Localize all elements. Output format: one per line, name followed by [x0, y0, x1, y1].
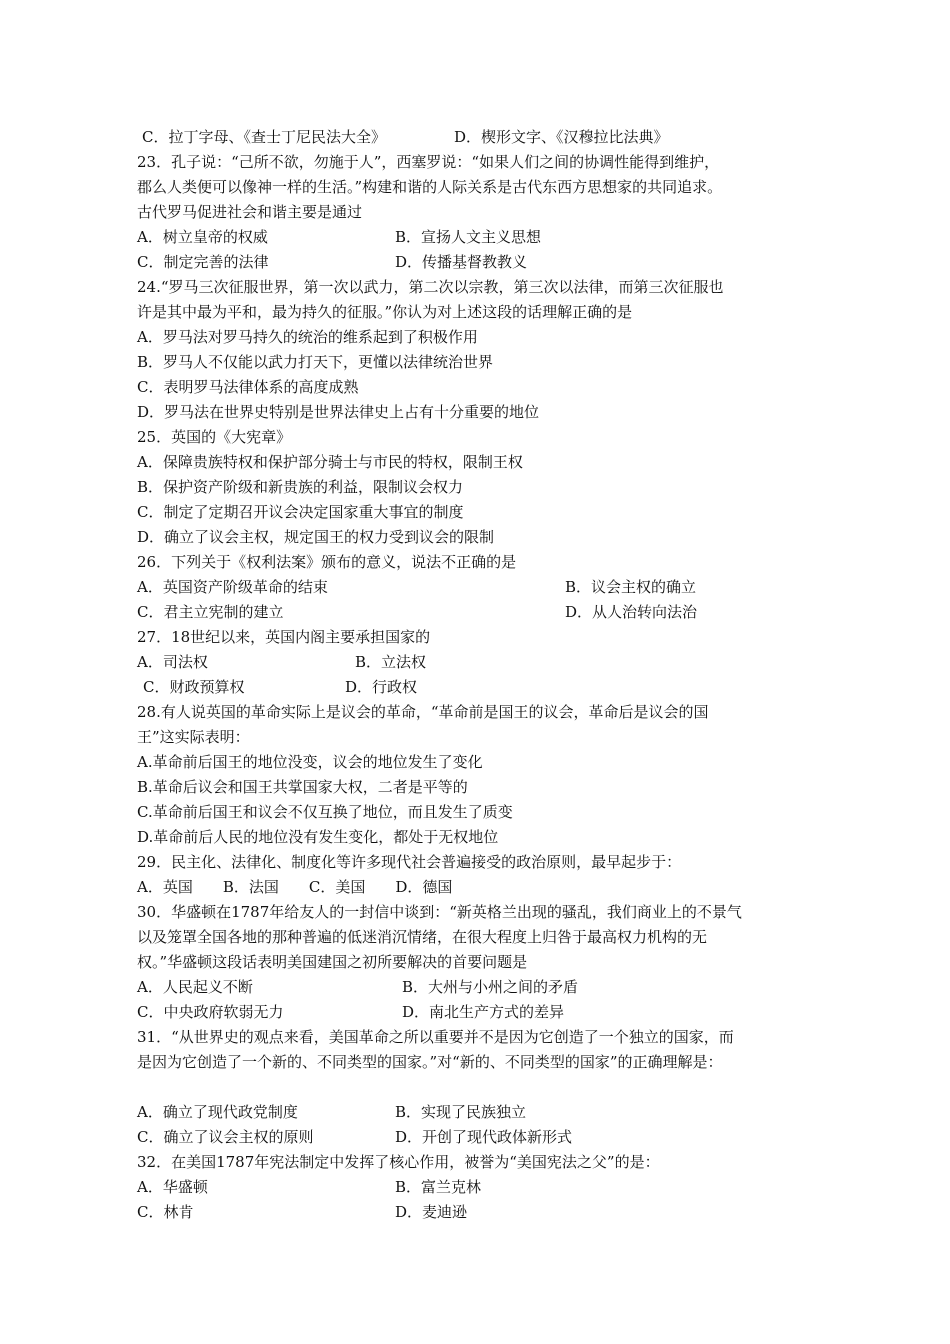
question-27-option-b: B．立法权 — [355, 653, 427, 671]
question-30-option-d: D．南北生产方式的差异 — [402, 1003, 565, 1021]
question-28-stem-line: 王”这实际表明： — [137, 728, 250, 746]
question-26-option-b: B．议会主权的确立 — [565, 578, 697, 596]
question-31-stem-line: 是因为它创造了一个新的、不同类型的国家。”对“新的、不同类型的国家”的正确理解是： — [137, 1053, 723, 1071]
question-26-stem-line: 26．下列关于《权利法案》颁布的意义，说法不正确的是 — [137, 553, 517, 571]
question-28-option-d: D.革命前后人民的地位没有发生变化，都处于无权地位 — [137, 828, 499, 846]
question-31-option-b: B．实现了民族独立 — [395, 1103, 527, 1121]
question-30-stem-line: 以及笼罩全国各地的那种普遍的低迷消沉情绪，在很大程度上归咎于最高权力机构的无 — [137, 928, 708, 946]
question-23-stem-line: 郡么人类便可以像神一样的生活。”构建和谐的人际关系是古代东西方思想家的共同追求。 — [137, 178, 723, 196]
question-23-option-c: C．制定完善的法律 — [137, 253, 269, 271]
question-30-stem-line: 权。”华盛顿这段话表明美国建国之初所要解决的首要问题是 — [137, 953, 528, 971]
question-25-option-b: B．保护资产阶级和新贵族的利益，限制议会权力 — [137, 478, 464, 496]
question-25-option-a: A．保障贵族特权和保护部分骑士与市民的特权，限制王权 — [137, 453, 523, 471]
question-28-option-b: B.革命后议会和国王共掌国家大权，二者是平等的 — [137, 778, 468, 796]
question-29-stem-line: 29．民主化、法律化、制度化等许多现代社会普遍接受的政治原则，最早起步于： — [137, 853, 682, 871]
question-24-stem-line: 24.“罗马三次征服世界，第一次以武力，第二次以宗教，第三次以法律，而第三次征服也 — [137, 278, 724, 296]
question-28-stem-line: 28.有人说英国的革命实际上是议会的革命，“革命前是国王的议会，革命后是议会的国 — [137, 703, 709, 721]
question-24-stem-line: 许是其中最为平和，最为持久的征服。”你认为对上述这段的话理解正确的是 — [137, 303, 633, 321]
question-26-option-d: D．从人治转向法治 — [565, 603, 698, 621]
question-26-option-a: A．英国资产阶级革命的结束 — [137, 578, 328, 596]
question-32-stem-line: 32．在美国1787年宪法制定中发挥了核心作用，被誉为“美国宪法之父”的是： — [137, 1153, 660, 1171]
question-31-option-c: C．确立了议会主权的原则 — [137, 1128, 314, 1146]
option-c: C．拉丁字母、《查士丁尼民法大全》 — [142, 128, 386, 146]
question-26-option-c: C．君主立宪制的建立 — [137, 603, 284, 621]
question-24-option-c: C．表明罗马法律体系的高度成熟 — [137, 378, 359, 396]
question-27-stem-line: 27．18世纪以来，英国内阁主要承担国家的 — [137, 628, 431, 646]
question-23-option-a: A．树立皇帝的权威 — [137, 228, 268, 246]
question-31-stem-line: 31．“从世界史的观点来看，美国革命之所以重要并不是因为它创造了一个独立的国家，而 — [137, 1028, 734, 1046]
question-30-stem-line: 30．华盛顿在1787年给友人的一封信中谈到：“新英格兰出现的骚乱，我们商业上的不景气 — [137, 903, 742, 921]
question-32-option-b: B．富兰克林 — [395, 1178, 482, 1196]
question-30-option-c: C．中央政府软弱无力 — [137, 1003, 284, 1021]
question-24-option-a: A．罗马法对罗马持久的统治的维系起到了积极作用 — [137, 328, 478, 346]
question-25-option-c: C．制定了定期召开议会决定国家重大事宜的制度 — [137, 503, 464, 521]
question-24-option-d: D．罗马法在世界史特别是世界法律史上占有十分重要的地位 — [137, 403, 540, 421]
question-27-option-a: A．司法权 — [137, 653, 208, 671]
question-32-option-c: C．林肯 — [137, 1203, 194, 1221]
question-25-stem-line: 25．英国的《大宪章》 — [137, 428, 292, 446]
question-24-option-b: B．罗马人不仅能以武力打天下，更懂以法律统治世界 — [137, 353, 494, 371]
question-27-option-c: C．财政预算权 — [143, 678, 245, 696]
question-31-option-a: A．确立了现代政党制度 — [137, 1103, 298, 1121]
question-23-option-b: B．宣扬人文主义思想 — [395, 228, 542, 246]
question-23-stem-line: 古代罗马促进社会和谐主要是通过 — [137, 203, 363, 221]
question-28-option-a: A.革命前后国王的地位没变，议会的地位发生了变化 — [137, 753, 483, 771]
question-23-option-d: D．传播基督教教义 — [395, 253, 528, 271]
question-32-option-d: D．麦迪逊 — [395, 1203, 468, 1221]
question-28-option-c: C.革命前后国王和议会不仅互换了地位，而且发生了质变 — [137, 803, 513, 821]
option-d: D．楔形文字、《汉穆拉比法典》 — [454, 128, 669, 146]
question-29-options: A．英国 B．法国 C．美国 D．德国 — [137, 878, 453, 896]
question-32-option-a: A．华盛顿 — [137, 1178, 208, 1196]
question-30-option-a: A．人民起义不断 — [137, 978, 253, 996]
question-31-option-d: D．开创了现代政体新形式 — [395, 1128, 573, 1146]
question-27-option-d: D．行政权 — [345, 678, 418, 696]
question-30-option-b: B．大州与小州之间的矛盾 — [402, 978, 579, 996]
question-23-stem-line: 23．孔子说：“己所不欲，勿施于人”，西塞罗说：“如果人们之间的协调性能得到维护， — [137, 153, 720, 171]
question-25-option-d: D．确立了议会主权，规定国王的权力受到议会的限制 — [137, 528, 495, 546]
